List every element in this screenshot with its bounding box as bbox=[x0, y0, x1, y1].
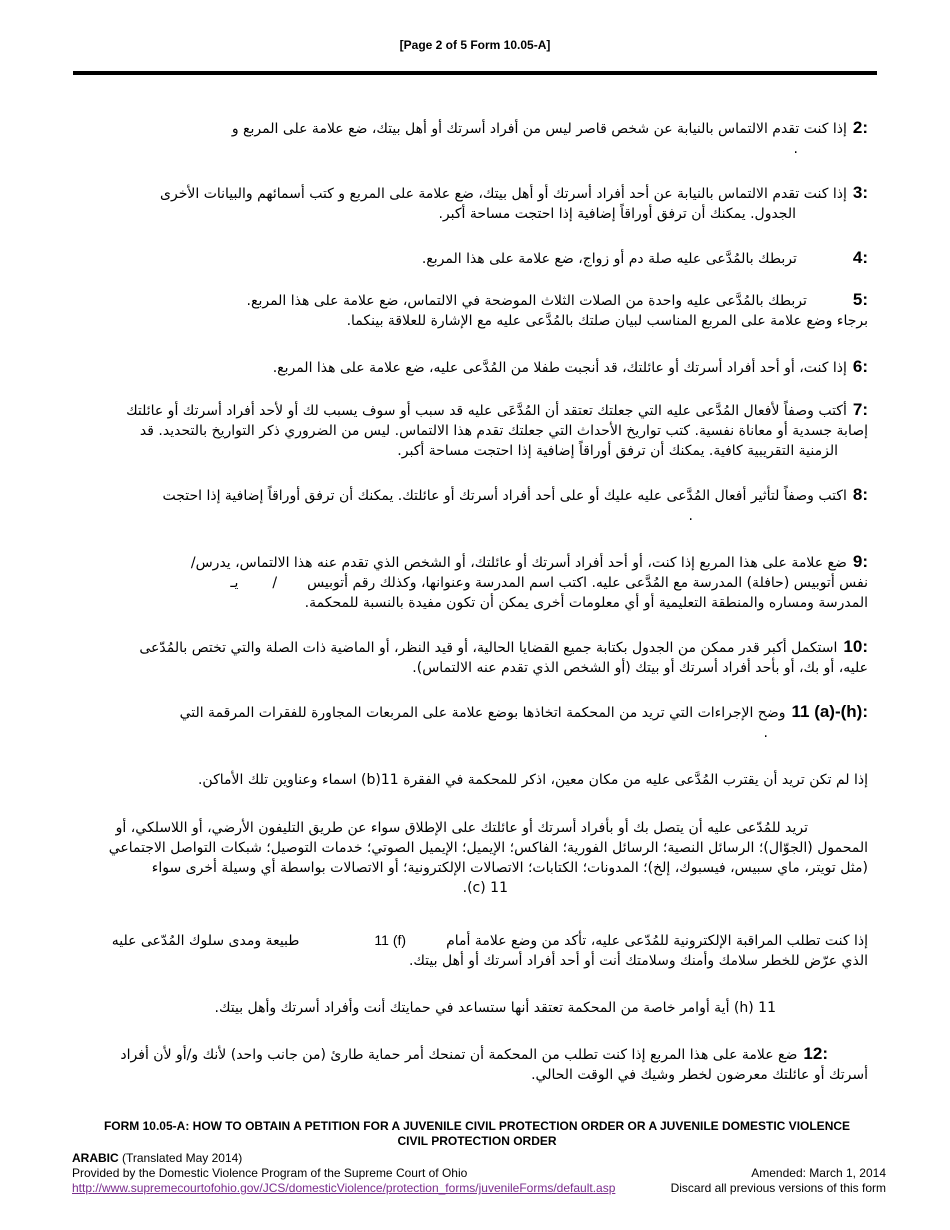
page-header: [Page 2 of 5 Form 10.05-A] bbox=[399, 38, 551, 52]
footer-language: ARABIC (Translated May 2014) bbox=[72, 1151, 243, 1165]
item-12: :12ضع علامة على هذا المربع إذا كنت تطلب من المحكمة أن تمنحك أمر حماية طارئ (من جانب واحد) لأنك و/أو لأن أفراد أسرتك أو عائلتك معرضون لخطر وشيك في الوقت الحالي. bbox=[120, 1044, 868, 1083]
item-number: :7 bbox=[852, 400, 868, 419]
footer-provided-by: Provided by the Domestic Violence Program of the Supreme Court of Ohio bbox=[72, 1166, 468, 1180]
item-number: :2 bbox=[852, 118, 868, 137]
form-title: FORM 10.05-A: HOW TO OBTAIN A PETITION FOR A JUVENILE CIVIL PROTECTION ORDER OR A JUVENILE DOMESTIC VIOLENCE CIVIL PROTECTION ORDER bbox=[103, 1119, 851, 1148]
item-number: 11 (a)-(h): bbox=[791, 702, 868, 721]
item-number: :5 bbox=[852, 290, 868, 309]
item-3: :3إذا كنت تقدم الالتماس بالنيابة عن أحد أفراد أسرتك أو أهل بيتك، ضع علامة على المربع و كتب أسمائهم والبيانات الأخرى الجدول. يمكنك أن ترفق أوراقاً إضافية إذا احتجت مساحة أكبر. bbox=[160, 183, 868, 222]
footer-discard: Discard all previous versions of this form bbox=[670, 1181, 886, 1195]
item-8: :8اكتب وصفاً لتأثير أفعال المُدَّعى عليه عليك أو على أحد أفراد أسرتك أو عائلتك. يمكنك أن ترفق أوراقاً إضافية إذا احتجت . bbox=[162, 485, 868, 524]
item-number: :4 bbox=[852, 248, 868, 267]
item-2: :2إذا كنت تقدم الالتماس بالنيابة عن شخص قاصر ليس من أفراد أسرتك أو أهل بيتك، ضع علامة على المربع و . bbox=[231, 118, 868, 157]
item-number: :3 bbox=[852, 183, 868, 202]
footer-amended: Amended: March 1, 2014 bbox=[751, 1166, 886, 1180]
item-number: :6 bbox=[852, 357, 868, 376]
item-number: :9 bbox=[852, 552, 868, 571]
footer-url bbox=[72, 1181, 615, 1196]
item-9: :9ضع علامة على هذا المربع إذا كنت، أو أحد أفراد أسرتك أو عائلتك، أو الشخص الذي تقدم عنه هذا الالتماس، يدرس/ نفس أتوبيس (حافلة) المدرسة مع المُدَّعى عليه. اكتب اسم المدرسة وعنوانها، وكذلك رقم أتوبيس/يـ المدرسة ومساره والمنطقة التعليمية أو أي معلومات أخرى يمكن أن تكون مفيدة بالنسبة للمحكمة. bbox=[190, 552, 868, 611]
item-11: 11 (a)-(h):وضح الإجراءات التي تريد من المحكمة اتخاذها بوضع علامة على المربعات المجاورة للفقرات المرقمة التي . bbox=[179, 702, 868, 741]
header-rule bbox=[73, 71, 877, 75]
item-5: :5تربطك بالمُدَّعى عليه واحدة من الصلات الثلاث الموضحة في الالتماس، ضع علامة على هذا المربع. برجاء وضع علامة على المربع المناسب لبيان صلتك بالمُدَّعى عليه مع الإشارة للعلاقة بينكما. bbox=[246, 290, 868, 329]
item-number: :8 bbox=[852, 485, 868, 504]
item-11b: إذا لم تكن تريد أن يقترب المُدَّعى عليه من مكان معين، اذكر للمحكمة في الفقرة 11(b) اسماء وعناوين تلك الأماكن. bbox=[197, 772, 868, 788]
form-url-link[interactable]: http://www.supremecourtofohio.gov/JCS/domesticViolence/protection_forms/juvenileForms/default.asp bbox=[72, 1181, 616, 1195]
item-10: :10استكمل أكبر قدر ممكن من الجدول بكتابة جميع القضايا الحالية، أو قيد النظر، أو الماضية ذات الصلة والتي تختص بالمُدّعى عليه، أو بك، أو بأحد أفراد أسرتك أو بيتك (أو الشخص الذي تقدم عنه الالتماس). bbox=[139, 637, 868, 676]
item-6: :6إذا كنت، أو أحد أفراد أسرتك أو عائلتك، قد أنجبت طفلا من المُدَّعى عليه، ضع علامة على هذا المربع. bbox=[272, 357, 868, 376]
item-11f: إذا كنت تطلب المراقبة الإلكترونية للمُدّعى عليه، تأكد من وضع علامة أمام11 (f)طبيعة ومدى سلوك المُدّعى عليه الذي عرّض للخطر سلامك وأمنك وسلامتك أنت أو أحد أفراد أسرتك أو أهل بيتك. bbox=[111, 932, 868, 969]
item-7: :7أكتب وصفاً لأفعال المُدَّعى عليه التي جعلتك تعتقد أن المُدَّعَى عليه قد سبب أو سوف يسبب لك أو لأحد أفراد أسرتك أو عائلتك إصابة جسدية أو معاناة نفسية. كتب تواريخ الأحداث التي جعلتك تقدم هذا الالتماس. ليس من الضروري ذكر التواريخ بالتحديد. قد الزمنية التقريبية كافية. يمكنك أن ترفق أوراقاً إضافية إذا احتجت مساحة أكبر. bbox=[126, 400, 868, 459]
item-11h: 11 (h) أية أوامر خاصة من المحكمة تعتقد أنها ستساعد في حمايتك أنت وأفراد أسرتك وأهل بيتك. bbox=[214, 1000, 776, 1016]
item-number: :10 bbox=[843, 637, 868, 656]
item-number: :12 bbox=[803, 1044, 828, 1063]
item-11c: تريد للمُدّعى عليه أن يتصل بك أو بأفراد أسرتك أو عائلتك على الإطلاق سواء عن طريق التليفون الأرضي، أو اللاسلكي، أو المحمول (الجوّال)؛ الرسائل النصية؛ الرسائل الفورية؛ الفاكس؛ الإيميل؛ الإيميل الصوتي؛ خدمات التوصيل؛ شبكات التواصل الاجتماعي (مثل تويتر، ماي سبيس، فيسبوك، إلخ)؛ المدونات؛ الكتابات؛ الاتصالات الإلكترونية؛ أو الاتصالات بواسطة أي وسيلة أخرى سواء 11 (c). bbox=[108, 820, 868, 896]
item-4: :4تربطك بالمُدَّعى عليه صلة دم أو زواج، ضع علامة على هذا المربع. bbox=[421, 248, 868, 267]
